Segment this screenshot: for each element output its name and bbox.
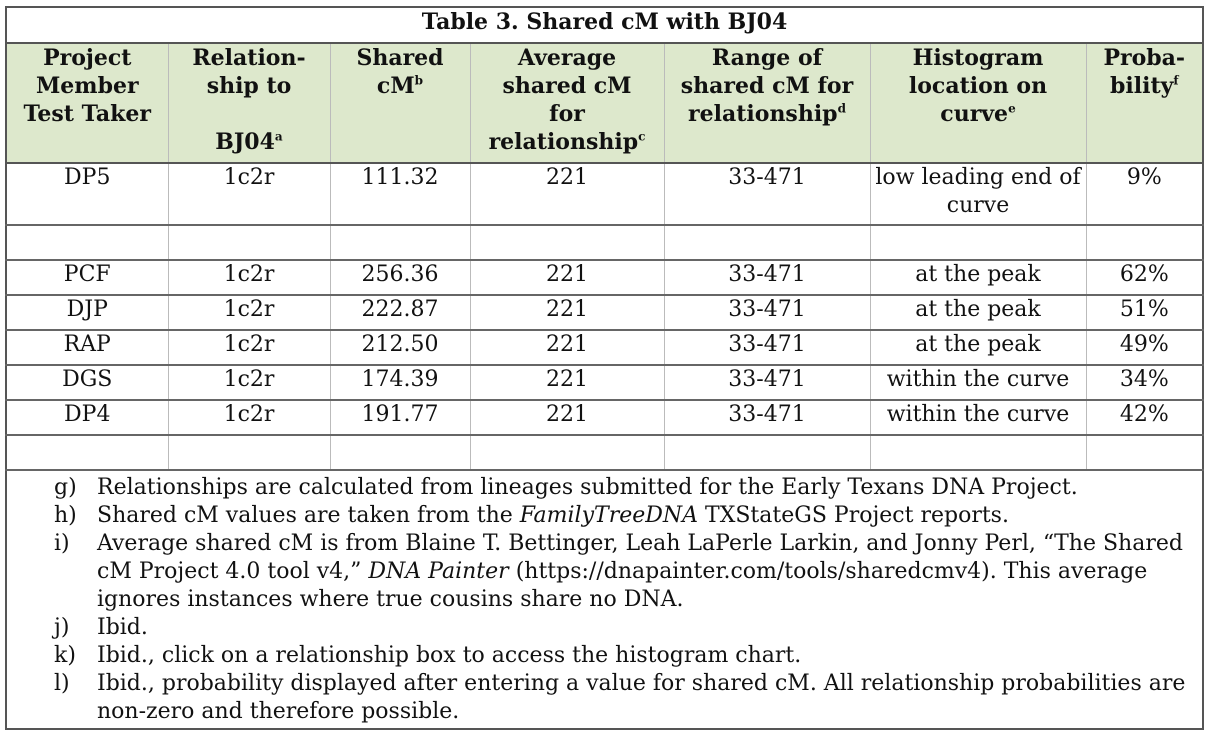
column-header-line: Project — [43, 45, 132, 71]
table-row — [6, 225, 1203, 260]
column-header-0 — [6, 43, 168, 163]
cell-shared: 191.77 — [330, 400, 470, 435]
cell-member: RAP — [6, 330, 168, 365]
cell-member: PCF — [6, 260, 168, 295]
cell-shared: 212.50 — [330, 330, 470, 365]
cell-location — [870, 225, 1086, 260]
column-header-line: shared cM — [502, 73, 632, 99]
cell-location — [870, 435, 1086, 470]
footnote-text-part: Ibid., probability displayed after entering a value for shared cM. All relationship probabilities are non-zero and therefore possible. — [97, 671, 1186, 724]
column-header-line: location on — [908, 73, 1048, 99]
table-row — [6, 260, 1203, 295]
cell-relationship: 1c2r — [168, 400, 330, 435]
cell-probability: 51% — [1086, 295, 1203, 330]
table-row — [6, 435, 1203, 470]
footnote-marker: a — [274, 129, 283, 144]
footnote-letter: i) — [54, 531, 70, 556]
cell-relationship: 1c2r — [168, 330, 330, 365]
cell-average: 221 — [470, 260, 664, 295]
footnote-text — [97, 474, 1202, 502]
table-row — [6, 163, 1203, 225]
footnote-text-part: TXStateGS Project reports. — [698, 503, 1009, 528]
footnote-text-part: Relationships are calculated from lineages submitted for the Early Texans DNA Project. — [97, 475, 1078, 500]
footnote-marker: d — [837, 101, 846, 116]
cell-average: 221 — [470, 365, 664, 400]
footnote-item — [7, 502, 1202, 530]
column-header-line: Test Taker — [23, 101, 151, 127]
cell-member: DP4 — [6, 400, 168, 435]
footnote-letter: h) — [54, 503, 77, 528]
table-row — [6, 365, 1203, 400]
column-header-5 — [870, 43, 1086, 163]
column-header-line: BJ04 — [215, 129, 275, 155]
cell-shared: 174.39 — [330, 365, 470, 400]
cell-location: low leading end of curve — [870, 163, 1086, 225]
shared-cm-table — [5, 6, 1204, 730]
column-header-line: Average — [517, 45, 617, 71]
cell-probability — [1086, 435, 1203, 470]
footnote-item — [7, 642, 1202, 670]
column-header-1 — [168, 43, 330, 163]
cell-probability: 49% — [1086, 330, 1203, 365]
cell-range: 33-471 — [664, 400, 870, 435]
column-header-line: cM — [376, 73, 415, 99]
cell-location: at the peak — [870, 330, 1086, 365]
footnote-letter: g) — [54, 475, 77, 500]
footnote-marker: e — [1008, 101, 1016, 116]
cell-relationship — [168, 435, 330, 470]
cell-probability: 42% — [1086, 400, 1203, 435]
cell-relationship: 1c2r — [168, 260, 330, 295]
column-header-line: curve — [940, 101, 1009, 127]
column-header-line: Histogram — [912, 45, 1044, 71]
column-header-line: Member — [35, 73, 139, 99]
cell-average: 221 — [470, 295, 664, 330]
footnote-text — [97, 502, 1202, 530]
column-header-6 — [1086, 43, 1203, 163]
table-row — [6, 295, 1203, 330]
cell-average: 221 — [470, 400, 664, 435]
cell-range: 33-471 — [664, 330, 870, 365]
column-header-line: ship to — [206, 73, 292, 99]
column-header-4 — [664, 43, 870, 163]
cell-location: within the curve — [870, 400, 1086, 435]
cell-range: 33-471 — [664, 365, 870, 400]
table-row — [6, 400, 1203, 435]
cell-average: 221 — [470, 330, 664, 365]
cell-probability: 34% — [1086, 365, 1203, 400]
footnote-text — [97, 530, 1202, 614]
cell-location: at the peak — [870, 260, 1086, 295]
cell-average — [470, 225, 664, 260]
cell-probability — [1086, 225, 1203, 260]
cell-average — [470, 435, 664, 470]
cell-location: within the curve — [870, 365, 1086, 400]
footnote-letter: k) — [54, 643, 76, 668]
cell-shared — [330, 225, 470, 260]
cell-relationship — [168, 225, 330, 260]
footnote-text — [97, 614, 1202, 642]
footnote-marker: b — [414, 73, 424, 88]
footnote-text-part: (https://dnapainter.com/tools/sharedcmv4). This average ignores instances where true cousins share no DNA. — [97, 559, 1148, 612]
cell-shared — [330, 435, 470, 470]
cell-probability: 9% — [1086, 163, 1203, 225]
header-row — [6, 43, 1203, 163]
column-header-line: shared cM for — [680, 73, 854, 99]
footnote-letter: l) — [54, 671, 70, 696]
footnote-italic-text: DNA Painter — [368, 559, 509, 584]
column-header-line: relationship — [488, 129, 639, 155]
column-header-3 — [470, 43, 664, 163]
cell-shared: 256.36 — [330, 260, 470, 295]
footnote-text-part: Shared cM values are taken from the — [97, 503, 520, 528]
footnote-item — [7, 670, 1202, 726]
cell-shared: 222.87 — [330, 295, 470, 330]
footnote-letter: j) — [54, 615, 70, 640]
cell-location: at the peak — [870, 295, 1086, 330]
cell-average: 221 — [470, 163, 664, 225]
table-row — [6, 330, 1203, 365]
footnote-text-part: Average shared cM is from Blaine T. Bettinger, Leah LaPerle Larkin, and Jonny Perl, “The Shared cM Project 4.0 tool v4,” — [97, 531, 1183, 584]
column-header-line: relationship — [688, 101, 838, 127]
column-header-line: Range of — [711, 45, 823, 71]
cell-member: DGS — [6, 365, 168, 400]
column-header-2 — [330, 43, 470, 163]
column-header-line: Relation- — [192, 45, 306, 71]
column-header-line: Proba- — [1103, 45, 1186, 71]
cell-relationship: 1c2r — [168, 295, 330, 330]
table-title: Table 3. Shared cM with BJ04 — [6, 7, 1203, 43]
footnote-text — [97, 670, 1202, 726]
cell-range — [664, 435, 870, 470]
cell-member — [6, 225, 168, 260]
column-header-line: for — [549, 101, 585, 127]
cell-range: 33-471 — [664, 295, 870, 330]
footnote-text-part: Ibid., click on a relationship box to access the histogram chart. — [97, 643, 802, 668]
footnote-marker: f — [1173, 73, 1179, 88]
cell-relationship: 1c2r — [168, 365, 330, 400]
footnote-item — [7, 614, 1202, 642]
column-header-line: Shared — [356, 45, 444, 71]
cell-range: 33-471 — [664, 260, 870, 295]
footnote-text — [97, 642, 1202, 670]
footnote-marker: c — [638, 129, 646, 144]
footnote-item — [7, 530, 1202, 614]
footnotes — [6, 470, 1203, 729]
cell-shared: 111.32 — [330, 163, 470, 225]
footnote-item — [7, 474, 1202, 502]
column-header-line — [245, 101, 253, 127]
cell-member: DP5 — [6, 163, 168, 225]
cell-range: 33-471 — [664, 163, 870, 225]
cell-member — [6, 435, 168, 470]
footnote-italic-text: FamilyTreeDNA — [519, 503, 699, 528]
footnote-text-part: Ibid. — [97, 615, 148, 640]
cell-range — [664, 225, 870, 260]
cell-member: DJP — [6, 295, 168, 330]
cell-probability: 62% — [1086, 260, 1203, 295]
cell-relationship: 1c2r — [168, 163, 330, 225]
column-header-line: bility — [1109, 73, 1174, 99]
table-container — [5, 6, 1202, 730]
